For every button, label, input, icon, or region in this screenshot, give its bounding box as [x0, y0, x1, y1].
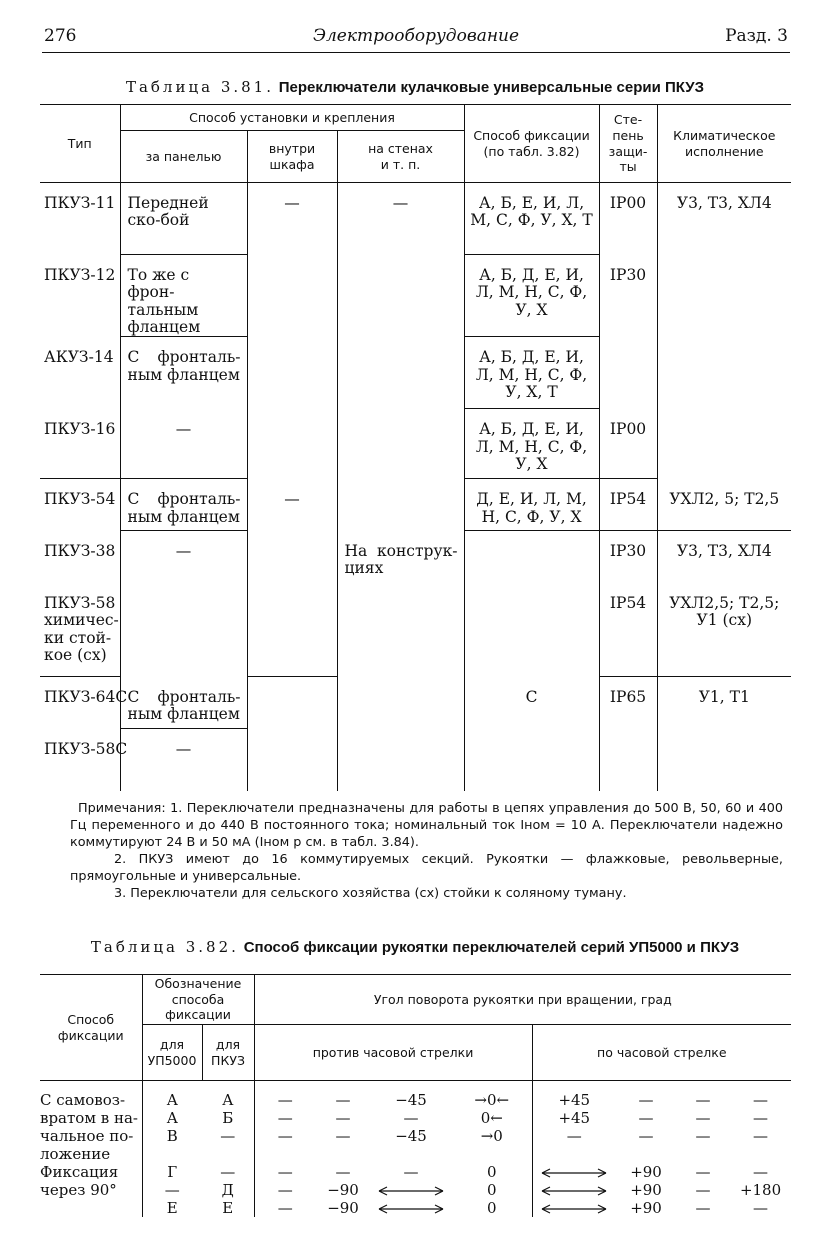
- cell-angle: [730, 1145, 791, 1163]
- col-type: Тип: [40, 105, 120, 183]
- cell-angle: —: [335, 1163, 351, 1181]
- cell-cabinet: —: [247, 479, 337, 591]
- cell-designation: Д: [221, 1181, 234, 1199]
- cell-fixation: А, Б, Д, Е, И, Л, М, Н, С, Ф, У, Х: [464, 409, 599, 479]
- cell-angle: —: [254, 1181, 316, 1199]
- cell-angle: →0←: [474, 1091, 510, 1109]
- cell-walls: На конструк-циях: [337, 531, 464, 791]
- cell-angle: [254, 1145, 316, 1163]
- cell-angle: +90: [630, 1163, 662, 1181]
- cell-protection: IP30: [599, 531, 657, 591]
- col-angle: Угол поворота рукоятки при вращении, град: [254, 975, 791, 1025]
- table-row: [40, 1109, 791, 1127]
- cell-designation: А: [142, 1109, 202, 1127]
- col-behind-panel: за панелью: [120, 131, 247, 183]
- col-climate: Климатическое исполнение: [657, 105, 791, 183]
- cell-designation: —: [142, 1181, 202, 1199]
- cell-walls: —: [337, 183, 464, 531]
- cell-angle: —: [695, 1199, 711, 1217]
- cell-angle: —: [753, 1199, 769, 1217]
- col-mount-group: Способ установки и крепления: [120, 105, 464, 131]
- part-label: Разд. 3: [725, 26, 788, 46]
- caption-title: Способ фиксации рукоятки переключателей серий УП5000 и ПКУЗ: [243, 939, 740, 956]
- cell-angle: 0: [486, 1163, 497, 1181]
- cell-angle: [316, 1145, 370, 1163]
- note-3: 3. Переключатели для сельского хозяйства (сх) стойки к соляному туману.: [114, 886, 627, 901]
- col-cw: по часовой стрелке: [532, 1025, 791, 1081]
- cell-climate: УХЛ2, 5; Т2,5: [657, 479, 791, 531]
- cell-fixation-empty: [464, 531, 599, 677]
- caption-prefix: Таблица 3.81.: [125, 78, 274, 96]
- cell-protection: IP30: [599, 255, 657, 409]
- cell-designation: [202, 1145, 254, 1163]
- cell-protection: IP00: [599, 183, 657, 255]
- cell-type: ПКУЗ-58 химичес-ки стой-кое (сх): [40, 591, 120, 677]
- cell-angle: [616, 1145, 676, 1163]
- cell-panel: С фронталь-ным фланцем: [120, 337, 247, 409]
- cell-angle: —: [335, 1091, 351, 1109]
- cell-fixation: А, Б, Д, Е, И, Л, М, Н, С, Ф, У, Х: [464, 255, 599, 337]
- col-up5000: для УП5000: [142, 1025, 202, 1081]
- double-arrow-icon: [370, 1181, 452, 1199]
- cell-type: ПКУЗ-12: [44, 265, 116, 284]
- cell-angle: [532, 1145, 616, 1163]
- page-number: 276: [44, 26, 77, 46]
- cell-designation: А: [222, 1091, 234, 1109]
- cell-climate: У3, Т3, ХЛ4: [657, 183, 791, 479]
- cell-panel: С фронталь-ным фланцем: [120, 677, 247, 729]
- cell-angle: —: [532, 1127, 616, 1145]
- double-arrow-icon: [532, 1181, 616, 1199]
- cell-protection: IP00: [599, 409, 657, 479]
- cell-angle: —: [638, 1127, 654, 1145]
- cell-designation: Б: [222, 1109, 234, 1127]
- cell-panel: —: [120, 531, 247, 677]
- cell-panel: То же с фрон-тальным фланцем: [120, 255, 247, 337]
- cell-angle: —: [638, 1091, 654, 1109]
- cell-type: ПКУЗ-38: [44, 541, 116, 560]
- cell-angle: —: [695, 1091, 711, 1109]
- cell-angle: −45: [395, 1127, 427, 1145]
- cell-designation: —: [220, 1163, 236, 1181]
- section-title: Электрооборудование: [312, 26, 520, 46]
- table-row: [40, 1145, 791, 1163]
- cell-designation: —: [220, 1127, 236, 1145]
- cell-angle: —: [335, 1127, 351, 1145]
- col-pkuz: для ПКУЗ: [202, 1025, 254, 1081]
- table-381: [40, 104, 791, 791]
- cell-type: ПКУЗ-54: [44, 490, 116, 509]
- col-inside-cabinet: внутри шкафа: [247, 131, 337, 183]
- cell-angle: −90: [327, 1181, 359, 1199]
- note-1: Примечания: 1. Переключатели предназначены для работы в цепях управления до 500 В, 50, 60 и 400 Гц переменного и до 440 В постоянного тока; номинальный ток Iном = 10 А. Переключатели надежно коммутируют 24 В и 50 мА (Iном р см. в табл. 3.84).: [70, 801, 783, 850]
- cell-angle: −45: [395, 1091, 427, 1109]
- cell-angle: —: [335, 1109, 351, 1127]
- cell-angle: —: [695, 1109, 711, 1127]
- page-header: [44, 26, 788, 50]
- cell-designation: А: [142, 1081, 202, 1110]
- cell-type: АКУЗ-14: [44, 347, 114, 366]
- cell-angle: −90: [327, 1199, 359, 1217]
- table-row: [40, 1163, 791, 1181]
- cell-angle: +45: [532, 1109, 616, 1127]
- cell-angle: —: [403, 1163, 419, 1181]
- cell-angle: 0: [486, 1199, 497, 1217]
- cell-cabinet-empty: [247, 677, 337, 791]
- double-arrow-icon: [370, 1199, 452, 1217]
- cell-method: С самовоз-вратом в на-чальное по-ложение: [40, 1091, 138, 1163]
- cell-designation: Е: [142, 1199, 202, 1217]
- cell-designation: [142, 1145, 202, 1163]
- cell-fixation: А, Б, Д, Е, И, Л, М, Н, С, Ф, У, Х, Т: [464, 337, 599, 409]
- cell-angle: —: [254, 1163, 316, 1181]
- table-row: [40, 531, 791, 591]
- header-rule: [42, 52, 790, 53]
- cell-angle: +45: [532, 1081, 616, 1110]
- cell-panel: —: [120, 409, 247, 479]
- col-ccw: против часовой стрелки: [254, 1025, 532, 1081]
- cell-climate: У3, Т3, ХЛ4: [657, 531, 791, 591]
- cell-angle: —: [254, 1081, 316, 1110]
- table-row: [40, 1127, 791, 1145]
- table-381-notes: [70, 800, 783, 902]
- cell-fixation: А, Б, Е, И, Л, М, С, Ф, У, Х, Т: [464, 183, 599, 255]
- cell-type: ПКУЗ-58С: [44, 739, 128, 758]
- table-row: [40, 1199, 791, 1217]
- cell-angle: [676, 1145, 730, 1163]
- cell-angle: —: [753, 1109, 769, 1127]
- cell-angle: [370, 1145, 452, 1163]
- cell-angle: —: [254, 1109, 316, 1127]
- table-382-caption: [0, 938, 830, 956]
- cell-angle: →0: [480, 1127, 503, 1145]
- cell-angle: —: [753, 1127, 769, 1145]
- col-method: Способ фиксации: [40, 975, 142, 1081]
- cell-type: ПКУЗ-64С: [44, 688, 128, 707]
- cell-angle: 0←: [480, 1109, 503, 1127]
- cell-protection: IP54: [599, 479, 657, 531]
- col-fixation: Способ фиксации (по табл. 3.82): [464, 105, 599, 183]
- note-2: 2. ПКУЗ имеют до 16 коммутируемых секций. Рукоятки — флажковые, револьверные, прямоугольные и универсальные.: [70, 852, 783, 884]
- cell-angle: —: [254, 1127, 316, 1145]
- cell-panel: С фронталь-ным фланцем: [120, 479, 247, 531]
- cell-designation: Г: [142, 1163, 202, 1181]
- cell-panel: Передней ско-бой: [120, 183, 247, 255]
- cell-angle: 0: [486, 1181, 497, 1199]
- col-protection: Сте-пень защи-ты: [599, 105, 657, 183]
- cell-fixation: Д, Е, И, Л, М, Н, С, Ф, У, Х: [464, 479, 599, 531]
- cell-protection: IP65: [599, 677, 657, 791]
- cell-designation: В: [142, 1127, 202, 1145]
- cell-designation: Е: [222, 1199, 234, 1217]
- cell-fixation: С: [464, 677, 599, 791]
- table-row: [40, 183, 791, 255]
- cell-angle: —: [695, 1127, 711, 1145]
- cell-cabinet: —: [247, 183, 337, 479]
- cell-type: ПКУЗ-11: [44, 194, 116, 212]
- cell-angle: +90: [630, 1199, 662, 1217]
- cell-climate: У1, Т1: [657, 677, 791, 791]
- caption-prefix: Таблица 3.82.: [90, 938, 239, 956]
- cell-type: ПКУЗ-16: [40, 409, 120, 479]
- cell-angle: [452, 1145, 532, 1163]
- cell-panel: —: [120, 729, 247, 791]
- cell-cabinet-empty: [247, 591, 337, 677]
- cell-angle: —: [254, 1199, 316, 1217]
- cell-angle: —: [695, 1163, 711, 1181]
- table-row: [40, 1181, 791, 1199]
- cell-angle: —: [695, 1181, 711, 1199]
- double-arrow-icon: [532, 1199, 616, 1217]
- table-row: [40, 1081, 791, 1110]
- cell-method: Фиксация через 90°: [40, 1163, 119, 1199]
- col-on-walls: на стенах и т. п.: [337, 131, 464, 183]
- table-382: [40, 974, 791, 1217]
- cell-climate: УХЛ2,5; Т2,5; У1 (сх): [657, 591, 791, 677]
- cell-angle: —: [753, 1091, 769, 1109]
- cell-angle: —: [403, 1109, 419, 1127]
- cell-angle: —: [753, 1163, 769, 1181]
- col-designation: Обозначение способа фиксации: [142, 975, 254, 1025]
- cell-angle: +90: [630, 1181, 662, 1199]
- table-381-caption: [0, 78, 830, 96]
- cell-angle: —: [638, 1109, 654, 1127]
- cell-protection: IP54: [599, 591, 657, 677]
- double-arrow-icon: [532, 1163, 616, 1181]
- caption-title: Переключатели кулачковые универсальные серии ПКУЗ: [278, 79, 705, 96]
- cell-angle: +180: [739, 1181, 782, 1199]
